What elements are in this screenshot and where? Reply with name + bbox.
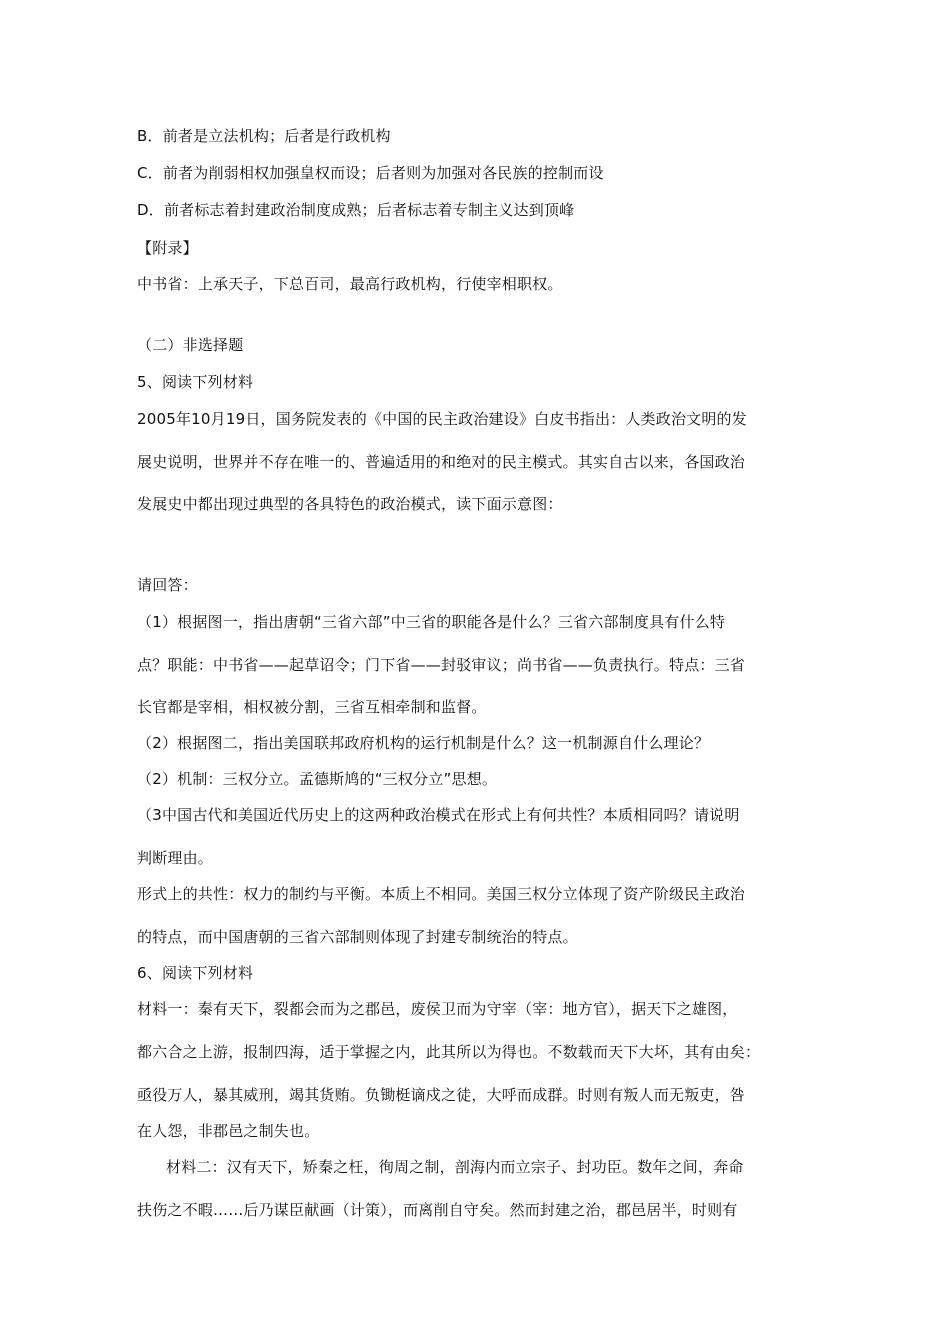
question-5-sub3-question-line: 判断理由。	[137, 849, 214, 867]
question-5-sub3-answer-line: 形式上的共性：权力的制约与平衡。本质上不相同。美国三权分立体现了资产阶级民主政治	[137, 885, 746, 903]
question-5-sub1-line: （1）根据图一，指出唐朝“三省六部”中三省的职能各是什么？三省六部制度具有什么特	[137, 613, 726, 631]
question-5-material-line: 展史说明，世界并不存在唯一的、普遍适用的和绝对的民主模式。其实自古以来，各国政治	[137, 453, 746, 471]
question-6-material2-line: 扶伤之不暇……后乃谋臣献画（计策），而离削自守矣。然而封建之治，郡邑居半，时则有	[137, 1201, 738, 1219]
question-5-prompt: 请回答：	[137, 576, 198, 594]
question-6-material1-line: 都六合之上游，报制四海，适于掌握之内，此其所以为得也。不数载而天下大坏，其有由矣：	[137, 1043, 761, 1061]
question-5-sub3-question-line: （3中国古代和美国近代历史上的这两种政治模式在形式上有何共性？本质相同吗？请说明	[137, 806, 740, 824]
question-5-material-line: 发展史中都出现过典型的各具特色的政治模式，读下面示意图：	[137, 495, 563, 513]
question-6-material1-line: 材料一：秦有天下，裂都会而为之郡邑，废侯卫而为守宰（宰：地方官），据天下之雄图，	[137, 1000, 738, 1018]
appendix-heading: 【附录】	[137, 239, 198, 257]
question-6-title: 6、阅读下列材料	[137, 964, 254, 982]
question-5-sub1-line: 长官都是宰相，相权被分割，三省互相牵制和监督。	[137, 698, 487, 716]
question-6-material2-line: 材料二：汉有天下，矫秦之枉，徇周之制，剖海内而立宗子、封功臣。数年之间，奔命	[166, 1158, 744, 1176]
question-5-title: 5、阅读下列材料	[137, 373, 254, 391]
section-heading: （二）非选择题	[137, 336, 244, 354]
question-5-sub1-line: 点？职能：中书省——起草诏令；门下省——封驳审议；尚书省——负责执行。特点：三省	[137, 656, 746, 674]
question-6-material1-line: 在人怨，非郡邑之制失也。	[137, 1122, 320, 1140]
option-c: C．前者为削弱相权加强皇权而设；后者则为加强对各民族的控制而设	[137, 164, 604, 182]
option-b: B．前者是立法机构；后者是行政机构	[137, 127, 391, 145]
appendix-text: 中书省：上承天子，下总百司，最高行政机构，行使宰相职权。	[137, 275, 563, 293]
question-5-sub2-question: （2）根据图二，指出美国联邦政府机构的运行机制是什么？这一机制源自什么理论？	[137, 734, 710, 752]
option-d: D．前者标志着封建政治制度成熟；后者标志着专制主义达到顶峰	[137, 201, 575, 219]
question-5-sub3-answer-line: 的特点，而中国唐朝的三省六部制则体现了封建专制统治的特点。	[137, 928, 578, 946]
question-5-sub2-answer: （2）机制：三权分立。孟德斯鸠的“三权分立”思想。	[137, 770, 498, 788]
question-5-material-line: 2005年10月19日，国务院发表的《中国的民主政治建设》白皮书指出：人类政治文明的发	[137, 410, 747, 428]
question-6-material1-line: 亟役万人，暴其威刑，竭其货贿。负锄梃谪戍之徒，大呼而成群。时则有叛人而无叛吏，咎	[137, 1086, 746, 1104]
